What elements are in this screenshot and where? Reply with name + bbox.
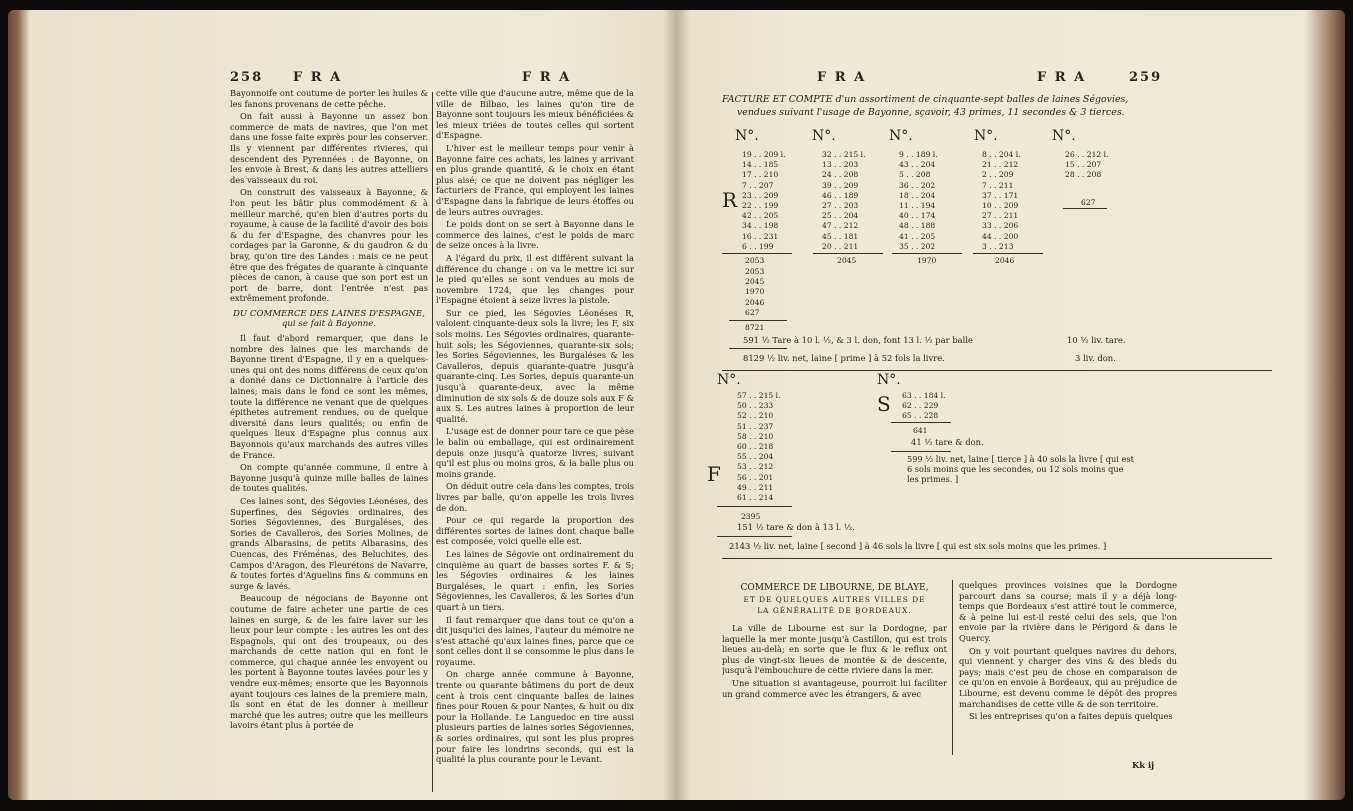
weight-column-s	[902, 391, 945, 422]
paragraph: On compte qu'année commune, il entre à Bayonne jusqu'à quinze mille balles de laines de toutes qualités.	[230, 462, 428, 494]
weight-column-f	[737, 391, 780, 503]
column-divider	[432, 92, 433, 792]
weight-row: 52 . . 210	[737, 411, 774, 421]
paragraph: L'hiver est le meilleur temps pour venir à Bayonne faire ces achats, les laines y arrivant en plus grande quantité, & le choix en étant plus aisé; ce que ne doivent pas négliger les facturiers de France, qui employent les laines d'Espagne dans la fabrique de leurs étoffes ou de leurs autres ouvrages.	[436, 142, 634, 217]
weight-row: 41 . . 205	[899, 231, 936, 241]
sum-list	[745, 267, 764, 318]
weight-column-1	[742, 150, 785, 252]
mark-r: R	[722, 188, 738, 212]
s-tare: 41 ½ tare & don.	[911, 437, 984, 447]
weight-row: 2 . . 209	[982, 170, 1014, 180]
number-heading: N°.	[889, 128, 913, 144]
weight-row: 49 . . 211	[737, 482, 774, 492]
weight-row: 8 . . 204 l.	[982, 150, 1021, 159]
weight-row: 34 . . 198	[742, 221, 779, 231]
left-text-column-2	[436, 88, 634, 788]
weight-row: 18 . . 204	[899, 190, 936, 200]
column-total: 2053	[745, 256, 765, 265]
weight-column-4	[982, 150, 1021, 252]
weight-row: 23 . . 209	[742, 190, 779, 200]
weight-row: 7 . . 207	[742, 180, 774, 190]
section-heading: DU COMMERCE DES LAINES D'ESPAGNE, qui se fait à Bayonne.	[233, 308, 425, 330]
weight-row: 24 . . 208	[822, 170, 859, 180]
net-note: 3 liv. don.	[1075, 353, 1116, 363]
weight-row: 7 . . 211	[982, 180, 1014, 190]
number-heading: N°.	[812, 128, 836, 144]
weight-row: 2045	[745, 277, 765, 287]
weight-row: 2053	[745, 267, 765, 276]
weight-row: 26 . . 212 l.	[1065, 150, 1109, 159]
f-tare: 151 ½ tare & don à 13 l. ½.	[737, 522, 855, 532]
paragraph: A l'égard du prix, il est différent suivant la différence du change : on va le mettre ici sur le pied qu'elles se sont vendues au mois de novembre 1724, que les changes pour l'Espagne étoient à seize livres la pistole.	[436, 252, 634, 306]
weight-row: 46 . . 189	[822, 190, 859, 200]
section-heading-line: ET DE QUELQUES AUTRES VILLES DE	[743, 595, 926, 604]
weight-row: 65 . . 228	[902, 411, 939, 421]
weight-row: 40 . . 174	[899, 211, 936, 221]
weight-row: 9 . . 189 l.	[899, 150, 938, 159]
paragraph: quelques provinces voisines que la Dordogne parcourt dans sa course; mais il y a déjà long-temps que Bordeaux s'est attiré tout le commerce, & à peine lui est-il resté celui des sels, que l'on envoie par la rivière dans le Périgord & dans le Quercy.	[959, 580, 1177, 643]
paragraph: Il faut d'abord remarquer, que dans le nombre des laines que les marchands de Bayonne tirent d'Espagne, il y en a quelques-unes qui ont des noms différens de ceux qu'on a donné dans ce Dictionnaire à l'article des laines; mais dans le fond ce sont les mêmes, toute la différence ne venant que de quelques épithetes autrement rendues, ou de quelque diversité dans leurs qualités; ou enfin de quelques lieux d'Espagne plus connus aux Bayonnois qu'aux marchands des autres villes de France.	[230, 333, 428, 460]
open-book	[8, 10, 1345, 800]
paragraph: On déduit outre cela dans les comptes, trois livres par balle, qu'on appelle les trois livres de don.	[436, 481, 634, 513]
weight-row: 61 . . 214	[737, 493, 774, 503]
running-head-left-2: F R A	[522, 70, 572, 85]
weight-row: 60 . . 218	[737, 442, 774, 452]
weight-row: 3 . . 213	[982, 241, 1014, 251]
running-head-right-1: F R A	[817, 70, 867, 85]
total-rule	[722, 253, 792, 254]
mark-s: S	[877, 392, 891, 416]
weight-row: 53 . . 212	[737, 462, 774, 472]
weight-row: 39 . . 209	[822, 180, 859, 190]
total-rule	[717, 506, 792, 507]
column-total: 2045	[837, 256, 857, 265]
weight-row: 37 . . 171	[982, 190, 1019, 200]
total-rule	[892, 253, 962, 254]
section-heading-line: COMMERCE DE LIBOURNE, DE BLAYE,	[740, 583, 929, 593]
left-page	[8, 10, 676, 800]
weight-row: 32 . . 215 l.	[822, 150, 866, 159]
running-head-right-2: F R A	[1037, 70, 1087, 85]
net-rule	[729, 348, 787, 349]
weight-row: 6 . . 199	[742, 241, 774, 251]
weight-column-3	[899, 150, 938, 252]
left-text-column-1	[230, 88, 428, 788]
weight-row: 1970	[745, 287, 765, 297]
weight-row: 5 . . 208	[899, 170, 931, 180]
paragraph: Le poids dont on se sert à Bayonne dans le commerce des laines, c'est le poids de marc de seize onces à la livre.	[436, 219, 634, 251]
net-line: 8129 ½ liv. net, laine [ prime ] à 52 fols la livre.	[743, 353, 945, 363]
weight-column-2	[822, 150, 865, 252]
section-heading-line: LA GÉNÉRALITÉ DE BORDEAUX.	[757, 606, 912, 615]
weight-row: 55 . . 204	[737, 452, 774, 462]
paragraph: On y voit pourtant quelques navires du dehors, qui viennent y charger des vins & des bleds du pays; mais c'est peu de chose en comparaison de ce qu'on en envoie à Bordeaux, qui au préjudice de Libourne, est devenu comme le dépôt des propres marchandises de cette ville & de son territoire.	[959, 645, 1177, 709]
weight-row: 10 . . 209	[982, 201, 1019, 211]
sum-rule	[729, 320, 787, 321]
paragraph: L'usage est de donner pour tare ce que pèse le balin ou emballage, qui est ordinairement depuis onze jusqu'à quatorze livres, suivant qu'il est plus ou moins gros, & la balle plus ou moins grande.	[436, 426, 634, 479]
tare-note: 10 ½ liv. tare.	[1067, 335, 1126, 345]
weight-row: 16 . . 231	[742, 231, 779, 241]
weight-row: 62 . . 229	[902, 401, 939, 411]
f-net: 2143 ½ liv. net, laine [ second ] à 46 sols la livre [ qui est six sols moins que les primes. ]	[729, 541, 1107, 551]
lower-text-column-2	[959, 580, 1177, 758]
paragraph: La ville de Libourne est sur la Dordogne, par laquelle la mer monte jusqu'à Castillon, qui est trois lieues au-delà; en sorte que le flux & le reflux ont plus de vingt-six lieues de montée & de descente, jusqu'à l'embouchure de cette riviere dans la mer.	[722, 623, 947, 676]
number-heading: N°.	[1052, 128, 1076, 144]
weight-row: 11 . . 194	[899, 201, 936, 211]
paragraph: Les laines de Ségovie ont ordinairement du cinquième au quart de basses sortes F. & S; les Ségovies ordinaires & les laines Burgaléses, le quart : enfin, les Sories Ségoviennes, les Cavalleros, & les Sories d'un quart à un tiers.	[436, 548, 634, 612]
paragraph: On construit des vaisseaux à Bayonne, & l'on peut les bâtir plus commodément & à meilleur marché, qu'en bien d'autres ports du royaume, à cause de la facilité d'avoir des bois & du fer d'Espagne, des chanvres pour les cordages par la Garonne, & du gaudron & du bray, qu'on tire des Landes : mais ce ne peut être que des frégates de quarante à cinquante pièces de canon, à cause que son port est un port de barre, dont l'entrée n'est pas extrêmement profonde.	[230, 187, 428, 304]
weight-row: 13 . . 203	[822, 160, 859, 170]
s-total: 641	[913, 426, 928, 435]
weight-row: 20 . . 211	[822, 241, 859, 251]
f-total: 2395	[741, 512, 761, 521]
paragraph: Si les entreprises qu'on a faites depuis quelques	[969, 711, 1173, 722]
page-number-right: 259	[1129, 70, 1163, 85]
weight-row: 43 . . 204	[899, 160, 936, 170]
weight-row: 44 . . 200	[982, 231, 1019, 241]
weight-row: 22 . . 199	[742, 201, 779, 211]
weight-column-5	[1065, 150, 1108, 181]
weight-row: 47 . . 212	[822, 221, 859, 231]
column-total: 627	[1081, 198, 1096, 207]
lower-text-column-1	[722, 623, 947, 773]
weight-row: 33 . . 206	[982, 221, 1019, 231]
facture-title-line-2: vendues suivant l'usage de Bayonne, sçavoir, 43 primes, 11 secondes & 3 tierces.	[737, 107, 1125, 118]
weight-row: 42 . . 205	[742, 211, 779, 221]
grand-total: 8721	[745, 323, 765, 332]
weight-row: 58 . . 210	[737, 431, 774, 441]
paragraph: Pour ce qui regarde la proportion des différentes sortes de laines dont chaque balle est composée, voici quelle elle est.	[436, 515, 634, 547]
catchword: Kk ij	[1132, 760, 1155, 770]
column-divider	[952, 580, 953, 755]
weight-row: 19 . . 209 l.	[742, 150, 786, 159]
total-rule	[891, 422, 951, 423]
total-rule	[813, 253, 883, 254]
paragraph: cette ville que d'aucune autre, même que de la ville de Bilbao, les laines qu'on tire de Bayonne sont toujours les mieux bénéficiées & les mieux triées de toutes celles qui sortent d'Espagne.	[436, 88, 634, 141]
section-heading-libourne	[722, 583, 947, 616]
facture-title-line-1: FACTURE ET COMPTE d'un assortiment de cinquante-sept balles de laines Ségovies,	[722, 94, 1129, 105]
weight-row: 2046	[745, 297, 765, 307]
section-rule	[722, 370, 1272, 371]
net-rule	[891, 451, 951, 452]
page-number-left: 258	[230, 70, 264, 85]
weight-row: 17 . . 210	[742, 170, 779, 180]
paragraph: On charge année commune à Bayonne, trente ou quarante bâtimens du port de deux cent à trois cent cinquante balles de laines fines pour Rouen & pour Nantes, & huit ou dix pour la Hollande. Le Languedoc en tire aussi plusieurs parties de laines sories Ségoviennes, & sories ordinaires, qui sont les plus propres pour faire les londrins seconds, qui est la qualité la plus courante pour le Levant.	[436, 669, 634, 765]
weight-row: 25 . . 204	[822, 211, 859, 221]
weight-row: 35 . . 202	[899, 241, 936, 251]
weight-row: 27 . . 203	[822, 201, 859, 211]
number-heading: N°.	[735, 128, 759, 144]
s-net: 599 ½ liv. net, laine [ tierce ] à 40 sols la livre [ qui est 6 sols moins que les secondes, ou 12 sols moins que les primes. ]	[907, 454, 1134, 484]
number-heading: N°.	[717, 372, 741, 388]
weight-row: 21 . . 212	[982, 160, 1019, 170]
number-heading: N°.	[974, 128, 998, 144]
paragraph: Sur ce pied, les Ségovies Léonéses R, valoient cinquante-deux sols la livre; les F, six sols moins. Les Ségovies ordinaires, quarante-huit sols; les Ségoviennes, quarante-six sols; les Sories Ségoviennes, les Burgaléses & les Cavalleros, depuis quarante-quatre jusqu'à quarante-cinq. Les Sories, depuis quarante-un jusqu'à quarante-deux, avec la même diminution de six sols & de douze sols aux F & aux S. Les autres laines à proportion de leur qualité.	[436, 307, 634, 424]
total-rule	[973, 253, 1043, 254]
weight-row: 14 . . 185	[742, 160, 779, 170]
weight-row: 56 . . 201	[737, 472, 774, 482]
weight-row: 51 . . 237	[737, 421, 774, 431]
right-page	[677, 10, 1345, 800]
paragraph: Il faut remarquer que dans tout ce qu'on a dit jusqu'ici des laines, l'auteur du mémoire ne s'est attaché qu'aux laines fines, parce que ce sont celles dont il se consomme le plus dans le royaume.	[436, 614, 634, 667]
paragraph: Ces laines sont, des Ségovies Léonéses, des Superfines, des Ségovies ordinaires, des Sories Ségoviennes, des Burgaléses, des Sories de Cavalleros, des Sories Molines, de grands Albarasins, de petits Albarasins, des Cuencas, des Fréménas, des Beluchites, des Campos d'Aragon, des Fleurétons de Navarre, & toutes fortes d'Aguelins fins & communs en surge & lavés.	[230, 495, 428, 591]
mark-f: F	[707, 462, 721, 486]
column-total: 2046	[995, 256, 1015, 265]
weight-row: 48 . . 188	[899, 221, 936, 231]
tare-line: 591 ½ Tare à 10 l. ½, & 3 l. don, font 13 l. ½ par balle	[743, 335, 973, 345]
paragraph: Bayonnoife ont coutume de porter les huiles & les fanons provenans de cette pêche.	[230, 88, 428, 109]
weight-row: 63 . . 184 l.	[902, 391, 946, 400]
paragraph: Une situation si avantageuse, pourroit lui faciliter un grand commerce avec les étrangers, & avec	[722, 677, 947, 699]
column-total: 1970	[917, 256, 937, 265]
section-rule	[722, 558, 1272, 559]
weight-row: 28 . . 208	[1065, 170, 1102, 180]
paragraph: On fait aussi à Bayonne un assez bon commerce de mats de navires, que l'on met dans une fosse faite exprès pour les conserver. Ils y viennent par différentes rivieres, qui descendent des Pyrennées : de Bayonne, on les envoie à Brest, & dans les autres attelliers des vaisseaux du roi.	[230, 111, 428, 185]
weight-row: 45 . . 181	[822, 231, 859, 241]
number-heading: N°.	[877, 372, 901, 388]
weight-row: 627	[745, 307, 760, 317]
net-rule	[717, 536, 792, 537]
running-head-left-1: F R A	[293, 70, 343, 85]
weight-row: 15 . . 207	[1065, 160, 1102, 170]
weight-row: 27 . . 211	[982, 211, 1019, 221]
weight-row: 50 . . 233	[737, 401, 774, 411]
weight-row: 57 . . 215 l.	[737, 391, 781, 400]
weight-row: 36 . . 202	[899, 180, 936, 190]
paragraph: Beaucoup de négocians de Bayonne ont coutume de faire acheter une partie de ces laines en surge, & de les faire laver sur les lieux pour leur compte : les autres les ont des Espagnols, qui ont des troupeaux, ou des marchands de cette nation qui en font le commerce, qui chaque année les envoyent ou les portent à Bayonne toutes lavées pour les y vendre eux-mêmes; ensorte que les Bayonnois ayant toujours ces laines de la premiere main, ils sont en état de les donner à meilleur marché que les autres; outre que les meilleurs lavoirs étant plus à portée de	[230, 593, 428, 731]
